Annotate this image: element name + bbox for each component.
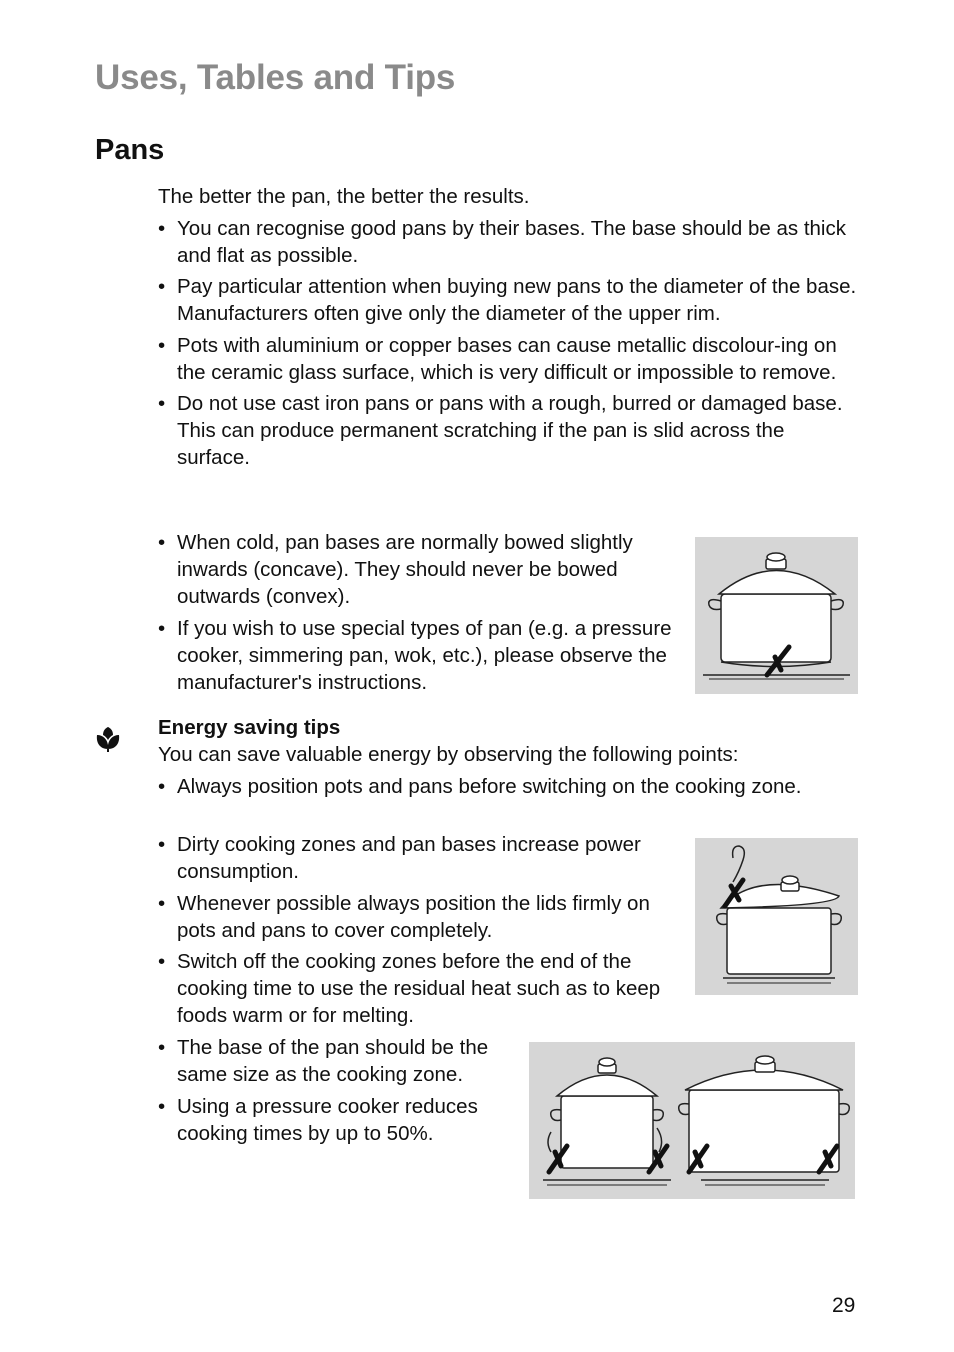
energy-intro-text: You can save valuable energy by observing the following points:: [158, 743, 739, 766]
energy-section: [158, 714, 858, 804]
energy-bullets-mid: [158, 831, 683, 1034]
list-item: • Do not use cast iron pans or pans with a rough, burred or damaged base. This can produce permanent scratching if the pan is slid across the surface.: [158, 390, 858, 471]
pans-bullet-list-2: [158, 529, 683, 696]
list-item: • Using a pressure cooker reduces cooking times by up to 50%.: [158, 1093, 518, 1147]
list-item: • If you wish to use special types of pan (e.g. a pressure cooker, simmering pan, wok, etc.), please observe the manufacturer's instructions.: [158, 615, 683, 696]
pans-intro-text: The better the pan, the better the results.: [158, 185, 530, 208]
convex-pan-illustration: [695, 537, 858, 694]
pans-bullets-narrow: [158, 529, 683, 700]
energy-bullets-narrow: [158, 1034, 518, 1151]
energy-bullet-list-3: [158, 1034, 518, 1147]
page-number: 29: [832, 1294, 856, 1317]
list-item: • Pay particular attention when buying new pans to the diameter of the base. Manufacturers often give only the diameter of the upper rim.: [158, 273, 858, 327]
list-item: • Always position pots and pans before switching on the cooking zone.: [158, 773, 858, 800]
pan-size-drawing: [529, 1042, 855, 1199]
lid-illustration: [695, 838, 858, 995]
section-title-pans: Pans: [95, 134, 165, 166]
list-item: • When cold, pan bases are normally bowed slightly inwards (concave). They should never be bowed outwards (convex).: [158, 529, 683, 610]
page-title: Uses, Tables and Tips: [95, 58, 456, 97]
pans-bullet-list: [158, 215, 858, 472]
lid-drawing: [695, 838, 858, 995]
convex-pan-drawing: [695, 537, 858, 694]
list-item: • Dirty cooking zones and pan bases increase power consumption.: [158, 831, 683, 885]
list-item: • Pots with aluminium or copper bases can cause metallic discolour-ing on the ceramic glass surface, which is very difficult or impossible to remove.: [158, 332, 858, 386]
list-item: • Switch off the cooking zones before the end of the cooking time to use the residual heat such as to keep foods warm or for melting.: [158, 948, 683, 1029]
list-item: • The base of the pan should be the same size as the cooking zone.: [158, 1034, 518, 1088]
energy-bullet-list: [158, 773, 858, 800]
leaf-icon: [94, 725, 122, 753]
list-item: • You can recognise good pans by their bases. The base should be as thick and flat as possible.: [158, 215, 858, 269]
pans-intro: [158, 183, 858, 476]
energy-bullet-list-2: [158, 831, 683, 1029]
energy-heading: Energy saving tips: [158, 716, 341, 739]
list-item: • Whenever possible always position the lids firmly on pots and pans to cover completely.: [158, 890, 683, 944]
pan-size-illustration: [529, 1042, 855, 1199]
